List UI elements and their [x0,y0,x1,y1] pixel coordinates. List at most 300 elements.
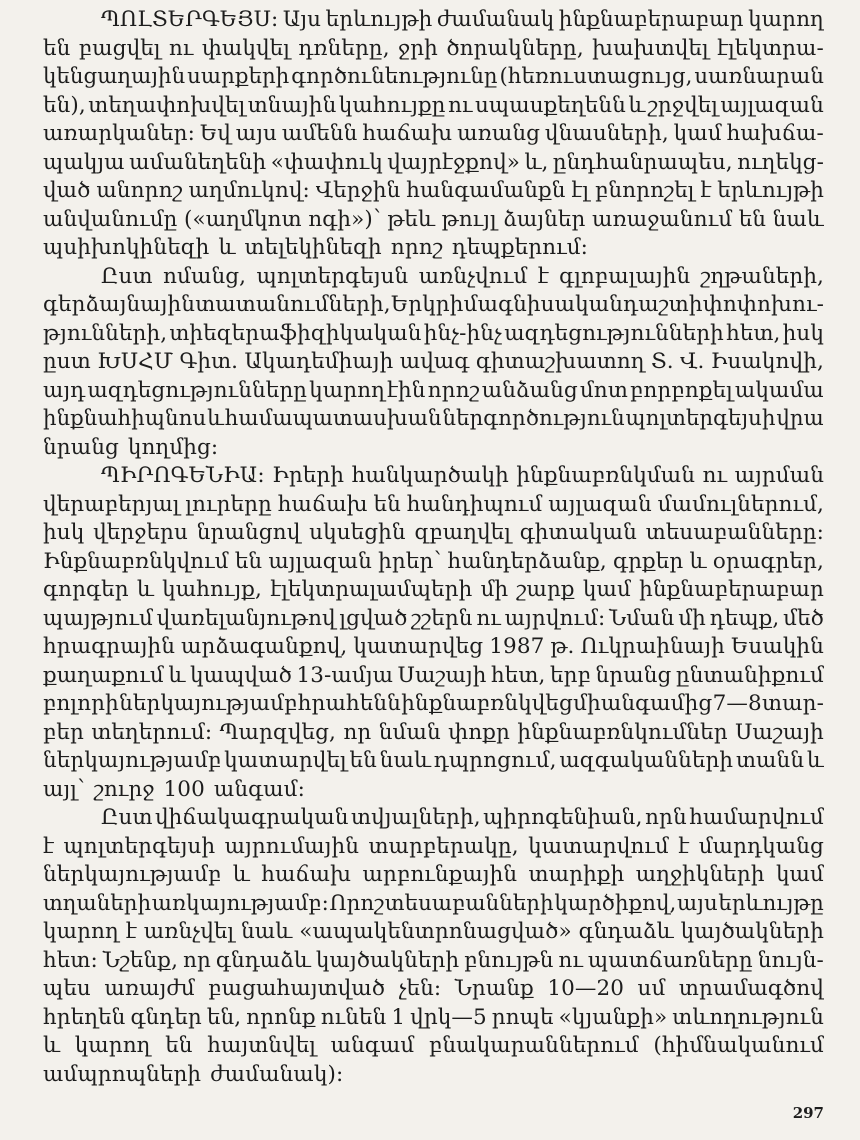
word: տար- [762,691,824,716]
word: 13-ամյա [296,662,394,688]
text-line [43,462,824,491]
word: կարող [74,1033,151,1058]
word: ինքնաբռնկվեց [401,691,573,716]
word: ամպրոպների [43,1061,202,1087]
word: ազդեցությունների [504,320,724,346]
word: սպասքեղենն [474,92,626,118]
text-line [43,918,824,947]
word: համարվում [689,805,824,830]
word: բեր [43,719,84,745]
text-line [43,35,824,64]
text-line [43,947,824,976]
word: է [125,919,137,944]
word: թույլ [441,206,497,232]
word: այլ՝ [43,776,85,802]
word: հետ, [726,320,781,346]
word: մեծ [783,605,824,631]
word: այս [677,890,718,916]
word: հաճախ [362,121,453,146]
word: հաճախ [277,491,368,517]
word: խախտվել [592,35,709,61]
word: է [43,833,55,859]
word: («աղմկոտ [183,206,302,232]
word: ինքնաբռնկումներ [517,719,728,745]
word: գնդեր [130,1004,202,1030]
word: տևողություն [672,1004,824,1030]
paragraph [43,804,824,1089]
word: վնասների, [544,121,669,146]
word: նույն- [757,947,824,973]
word: սառնարան [694,64,824,89]
word: կատարվեց [353,634,484,659]
word: որոշ [390,235,443,260]
word: ինքնաբերաբար [639,577,824,602]
word: շուրջ [93,776,155,802]
word: հաճախ [261,862,352,887]
word: ընդհանրապես, [552,149,733,175]
word: երբ [550,662,591,688]
word: ու [476,605,501,631]
word: Որոշ [329,890,385,916]
word: տանն [735,748,805,773]
word: այլազան [548,491,652,517]
text-line [43,548,824,577]
word: պակյա [43,149,125,175]
word: պիրոգենիան, [483,805,643,830]
text-line [43,1061,824,1090]
word: մի [678,605,706,631]
word: բնակարաններում [428,1033,639,1058]
word: կայծակների [680,919,824,944]
text-line [43,576,824,605]
word: տարբերակը, [368,833,519,859]
word: մի [480,577,509,602]
word: վառելանյութով [156,605,336,631]
word: թ. [550,634,575,659]
word: գրքեր [613,548,684,574]
word: սմ [637,976,666,1001]
word: կատարվում [528,833,669,859]
word: ազդեցությունները [87,377,308,403]
text-line [43,149,824,178]
word: ինքնաբերաբար [558,7,744,32]
word: և [689,548,707,574]
word: կատարվել [224,748,347,773]
word: ներկայությամբ [43,748,222,773]
word: նման [378,719,441,745]
word: օրագրեր, [712,548,824,574]
word: աղմուկով: [188,178,310,203]
word: 1 [391,1004,406,1030]
word: հրահենն [297,691,401,716]
text-line [43,690,824,719]
word: (հիմնականում [653,1033,824,1058]
word: աղջիկների [635,862,765,887]
word: այլազան [268,548,372,574]
word: կողմից: [127,434,219,460]
word: Նրանք [454,976,534,1001]
word: Ինքնաբռնկվում [43,548,229,574]
word: ունեն [320,1004,387,1030]
word: կամ [673,121,722,146]
word: կամ [582,577,631,602]
word: վրա [776,406,824,431]
word: գիտաշխատող [475,349,645,374]
word: և [136,577,154,602]
word: վիճակագրական [155,805,349,830]
word: ըստ [43,349,91,374]
word: են, [206,1004,242,1030]
word: պայթյում [43,605,153,631]
word: վայրէջքով» [387,149,521,175]
word: ամանեղենի [129,149,267,175]
word: և [806,748,824,773]
word: անձանց [481,377,578,403]
word: գլոբալային [559,263,691,289]
word: և [168,662,186,688]
word: 1987 [489,634,545,659]
word: ուղեկց- [737,149,824,175]
word: հախճա- [726,121,824,146]
word: առկայությամբ: [151,890,329,916]
word: առնչվել [143,919,235,944]
word: կահույք, [162,577,262,602]
text-line [43,263,824,292]
word: անգամ: [213,776,305,802]
word: ամենն [281,121,358,146]
word: րոպե [491,1004,554,1030]
word: կարող [748,7,824,32]
word: չեն: [398,976,442,1001]
word: Վ. [680,349,705,374]
word: ԽՍՀՄ [97,349,174,374]
word: առնչվում [418,263,528,289]
word: ոմանց, [162,263,247,289]
word: ինքնաբռնկման [516,463,696,488]
word: առարկաներ: [43,121,195,146]
word: ժամանակ [436,7,555,32]
word: հայտնվել [207,1033,316,1058]
word: և [628,92,646,118]
word: տեղափոխվել [88,92,246,118]
word: երևույթի [717,178,824,203]
text-line [43,776,824,805]
word: մարդկանց [698,833,824,859]
word: «ապակենտրոնացված» [299,919,572,944]
word: և [43,1033,61,1058]
word: երևույթի [325,7,433,32]
text-line [43,975,824,1004]
word: տղաների [43,890,152,916]
word: լցված [339,605,408,631]
word: են [738,206,767,232]
word: են [234,548,263,574]
text-line [43,861,824,890]
word: լուրերը [185,491,272,517]
text-line [43,291,824,320]
word: Եսակին [730,634,824,659]
word: տնային [247,92,337,118]
word: կամ [775,862,824,887]
word: անգամ [330,1033,415,1058]
word: թեև [387,206,436,232]
word: հանգամանքն [406,178,566,203]
word: է [700,178,712,203]
word: վրկ—5 [410,1004,487,1030]
text-line [43,890,824,919]
word: ներգործություն [442,406,625,431]
word: բացվել [78,35,161,61]
word: տվյալների, [351,805,481,830]
word: փոփոխու- [702,292,824,317]
word: «փափուկ [270,149,383,175]
word: բնորոշել [594,178,695,203]
word: մոտ [579,377,628,403]
word: շշերն [411,605,473,631]
word: վերաբերյալ [43,491,180,517]
paragraph [43,6,824,263]
word: ու [558,947,583,973]
word: արձագանքով, [181,634,348,659]
word: ներկայությամբ [119,691,298,716]
word: են [349,748,377,773]
word: հանդիպում [406,491,543,517]
word: տիեզերաֆիզիկական [169,320,422,346]
word: գերձայնային [43,292,196,317]
word: բնույթն [464,947,554,973]
word: կարող [309,377,385,403]
word: ավագ [399,349,470,374]
word: գիտական [519,520,637,545]
word: նրանց [595,662,672,688]
word: դեպքերում: [451,235,588,260]
word: և [232,862,250,887]
word: տարիքի [528,862,625,887]
word: շղթաների, [700,263,824,289]
word: ընտանիքում [676,662,824,688]
word: դռները, [298,35,390,61]
word: մագնիսական [463,292,623,317]
word: միանգամից [573,691,713,716]
word: ջրի [398,35,438,61]
word: ծորակները, [446,35,584,61]
word: պատճառները [587,947,753,973]
text-line [43,206,824,235]
word: արբունքային [362,862,518,887]
word: շարք [516,577,575,602]
word: իսկ [782,320,824,346]
word: Պարզվեց, [219,719,336,745]
word: առանց [457,121,541,146]
word: էլեկտրա- [717,35,824,61]
word: և [207,406,224,431]
word: Գիտ. [179,349,239,374]
text-line [43,405,824,434]
word: կապված [190,662,292,688]
text-line [43,434,824,463]
text-line [43,177,824,206]
word: դաշտի [623,292,703,317]
word: որոշ [427,377,480,403]
text-line [43,1032,824,1061]
text-line [43,719,824,748]
paragraph [43,462,824,804]
text-line [43,804,824,833]
text-line [43,348,824,377]
text-line [43,377,824,406]
word: այլազան [720,92,824,118]
word: տելեկինեզի [244,235,382,260]
word: Նման [609,605,675,631]
word: ինչ-ինչ [423,320,503,346]
text-line [43,234,824,263]
text-line [43,1004,824,1033]
word: էլ [571,178,590,203]
word: շրջվել [647,92,718,118]
word: դեպք, [709,605,780,631]
word: 7—8 [712,691,762,716]
word: Սաշայի [735,719,824,745]
word: ու [168,35,194,61]
word: Ակադեմիայի [244,349,394,374]
word: 100 [163,776,205,802]
word: նաև [241,919,293,944]
word: ներկայությամբ [43,862,222,887]
word: գորգեր [43,577,129,602]
word: մամուլներում, [657,491,824,517]
page-text-body [43,6,824,1089]
word: առայժմ [104,976,195,1001]
text-line [43,491,824,520]
word: «կյանքի» [558,1004,668,1030]
text-line [43,92,824,121]
word: որ [182,947,211,973]
word: նաև [379,748,431,773]
word: գնդաձև [215,947,311,973]
word: է [678,833,690,859]
word: հանկարծակի [351,463,509,488]
word: նրանցով [196,520,301,545]
word: նրանց [43,434,119,460]
word: առաջանում [591,206,733,232]
word: գործունեությունը [291,64,498,89]
word: այդ [43,377,86,403]
word: ոգի»)՝ [308,206,381,232]
word: իսկ [43,520,85,545]
word: պես [43,976,91,1001]
word: ՊԻՐՈԳԵՆԻԱ: [101,463,265,488]
word: տեսաբանների [384,890,554,916]
text-line [43,833,824,862]
word: այս [235,121,277,146]
word: ինքնահիպնոս [43,406,207,431]
word: պոլտերգեյսի [625,406,776,431]
word: կարծիքով, [554,890,677,916]
word: ու [447,92,473,118]
word: (հեռուստացույց, [499,64,693,89]
word: վերջերս [93,520,188,545]
text-line [43,320,824,349]
word: են), [43,92,86,118]
word: քաղաքում [43,662,164,688]
word: Երկրի [390,292,464,317]
word: որոնք [246,1004,316,1030]
word: գնդաձև [578,919,674,944]
word: պսիխոկինեզի [43,235,210,260]
word: էլեկտրալամպերի [270,577,473,602]
word: էին [387,377,426,403]
word: բորբոքել [629,377,733,403]
word: անվանումը [43,206,178,232]
word: Նշենք, [102,947,179,973]
word: տատանումների, [195,292,391,317]
word: սարքերի [187,64,290,89]
word: անորոշ [96,178,183,203]
word: պոլտերգեյսն [256,263,409,289]
word: կարող [43,919,119,944]
word: համապատասխան [224,406,442,431]
word: բացահայտված [208,976,386,1001]
word: ու [702,463,728,488]
word: ված [43,178,91,203]
word: ժամանակ): [210,1061,344,1087]
word: տեսաբանները: [645,520,824,545]
word: թյունների, [43,320,168,346]
word: հրեղեն [43,1004,126,1030]
text-line [43,120,824,149]
word: Իրերի [272,463,345,488]
word: են [373,491,401,517]
text-line [43,6,824,35]
word: ձայներ [503,206,586,232]
word: փոքր [448,719,510,745]
word: ՊՈԼՏԵՐԳԵՅՍ: [101,7,279,32]
word: այրվում: [504,605,606,631]
word: երևույթը [718,890,824,916]
word: իրեր՝ [378,548,442,574]
word: է [537,263,549,289]
text-line [43,747,824,776]
word: հետ: [43,947,98,973]
word: որն [644,805,687,830]
word: 10—20 [547,976,625,1001]
word: սկսեցին [309,520,406,545]
word: զբաղվել [414,520,511,545]
word: որ [343,719,372,745]
word: Ըստ [101,263,153,289]
word: նաև [772,206,824,232]
word: Իսակովի, [710,349,824,374]
paragraph [43,263,824,463]
word: Տ. [650,349,674,374]
word: Ուկրաինայի [580,634,725,659]
word: այրումային [224,833,360,859]
word: բոլորի [43,691,119,716]
word: Այս [282,7,322,32]
word: փակվել [201,35,290,61]
page-number: 297 [792,1104,824,1122]
word: ազգականների [559,748,734,773]
word: են [43,35,71,61]
word: հրագրային [43,634,175,659]
word: կայծակների [315,947,460,973]
word: Եվ [199,121,231,146]
word: ակամա [734,377,824,403]
text-line [43,633,824,662]
word: հետ, [491,662,546,688]
word: Ըստ [101,805,153,830]
text-line [43,662,824,691]
